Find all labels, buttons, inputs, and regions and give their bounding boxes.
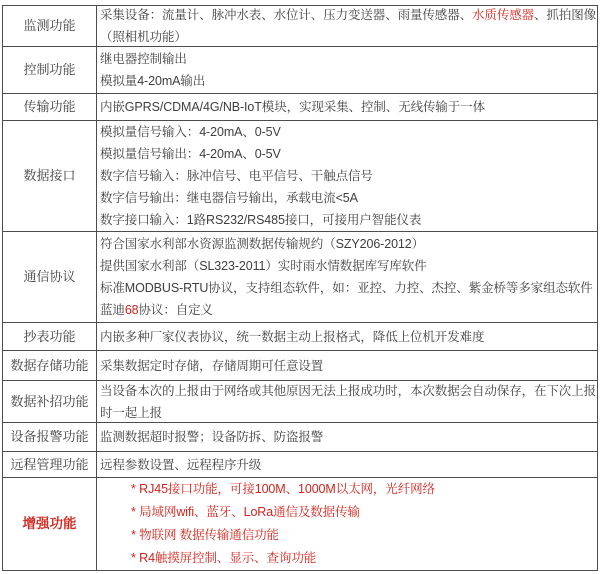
content-line: [131, 547, 595, 570]
text-segment: 数字信号输出：继电器信号输出，承载电流<5A: [100, 191, 358, 205]
text-segment: 协议：自定义: [138, 303, 213, 317]
text-segment: （照相机功能）: [100, 30, 187, 44]
content-line: [100, 454, 595, 476]
content-line: [100, 70, 595, 92]
highlight-text: * RJ45接口功能，可接100M、1000M以太网，光纤网络: [131, 482, 435, 496]
row-label: 数据接口: [3, 121, 97, 231]
row-label: 远程管理功能: [3, 452, 97, 477]
content-line: [100, 165, 595, 187]
row-label: 增强功能: [3, 478, 97, 570]
text-segment: 继电器控制输出: [100, 52, 187, 66]
text-segment: 蓝迪: [100, 303, 125, 317]
row-label: 抄表功能: [3, 323, 97, 350]
content-line: [100, 381, 595, 402]
row-content: [97, 47, 597, 93]
text-segment: 标准MODBUS-RTU协议，支持组态软件，如：亚控、力控、杰控、紫金桥等多家组态软件: [100, 281, 593, 295]
table-row: [3, 6, 597, 47]
row-content: [97, 452, 597, 477]
highlight-text: * R4触摸屏控制、显示、查询功能: [131, 551, 317, 565]
content-line: [131, 478, 595, 501]
text-segment: 模拟量4-20mA输出: [100, 74, 206, 88]
text-segment: 数字信号输入：脉冲信号、电平信号、干触点信号: [100, 169, 373, 183]
text-segment: 采集设备：流量计、脉冲水表、水位计、压力变送器、雨量传感器、: [100, 8, 473, 22]
row-label: 数据补招功能: [3, 381, 97, 422]
table-row: [3, 381, 597, 423]
content-line: [131, 501, 595, 524]
content-line: [131, 524, 595, 547]
table-row: [3, 452, 597, 478]
content-line: [100, 426, 595, 448]
text-segment: 、抓拍图像: [534, 8, 597, 22]
text-segment: 当设备本次的上报由于网络或其他原因无法上报成功时，本次数据会自动保存，在下次上报: [100, 383, 597, 398]
highlight-text: 水质传感器: [472, 8, 535, 22]
table-row: [3, 351, 597, 381]
row-content: [97, 381, 597, 422]
text-segment: 符合国家水利部水资源监测数据传输规约（SZY206-2012）: [100, 237, 425, 251]
content-line: [100, 326, 595, 348]
text-segment: 提供国家水利部（SL323-2011）实时雨水情数据库写库软件: [100, 259, 427, 273]
table-row: [3, 121, 597, 232]
row-label: 数据存储功能: [3, 351, 97, 380]
highlight-text: * 物联网 数据传输通信功能: [131, 528, 279, 542]
text-segment: 数字接口输入：1路RS232/RS485接口，可接用户智能仪表: [100, 213, 422, 227]
row-label: 传输功能: [3, 94, 97, 120]
row-label: 监测功能: [3, 6, 97, 46]
row-label: 设备报警功能: [3, 423, 97, 451]
highlight-text: * 局域网wifi、蓝牙、LoRa通信及数据传输: [131, 505, 360, 519]
row-content: [97, 6, 597, 46]
text-segment: 时一起上报: [100, 405, 163, 420]
highlight-text: 68: [124, 303, 139, 317]
row-content: [97, 94, 597, 120]
content-line: [100, 187, 595, 209]
feature-spec-table: [2, 5, 598, 571]
table-row: [3, 323, 597, 351]
row-content: [97, 232, 597, 322]
table-row: [3, 423, 597, 452]
table-row: [3, 47, 597, 94]
table-row: [3, 232, 597, 323]
content-line: [100, 96, 595, 118]
content-line: [100, 6, 595, 26]
row-content: [97, 323, 597, 350]
content-line: [100, 255, 595, 277]
text-segment: 模拟量信号输出：4-20mA、0-5V: [100, 147, 281, 161]
content-line: [100, 143, 595, 165]
table-row: [3, 94, 597, 121]
content-line: [100, 209, 595, 231]
text-segment: 模拟量信号输入：4-20mA、0-5V: [100, 125, 281, 139]
row-content: [97, 121, 597, 231]
content-line: [100, 402, 595, 423]
row-content: [97, 423, 597, 451]
content-line: [100, 26, 595, 46]
row-content: [97, 478, 597, 570]
table-row: [3, 478, 597, 570]
text-segment: 内嵌多种厂家仪表协议，统一数据主动上报格式，降低上位机开发难度: [100, 329, 485, 344]
row-label: 通信协议: [3, 232, 97, 322]
content-line: [100, 299, 595, 321]
row-content: [97, 351, 597, 380]
text-segment: 监测数据超时报警；设备防拆、防盗报警: [100, 430, 324, 444]
content-line: [100, 121, 595, 143]
text-segment: 内嵌GPRS/CDMA/4G/NB-IoT模块，实现采集、控制、无线传输于一体: [100, 100, 486, 114]
row-label: 控制功能: [3, 47, 97, 93]
text-segment: 远程参数设置、远程程序升级: [100, 457, 262, 472]
content-line: [100, 355, 595, 377]
content-line: [100, 277, 595, 299]
content-line: [100, 233, 595, 255]
content-line: [100, 48, 595, 70]
text-segment: 采集数据定时存储，存储周期可任意设置: [100, 358, 324, 373]
